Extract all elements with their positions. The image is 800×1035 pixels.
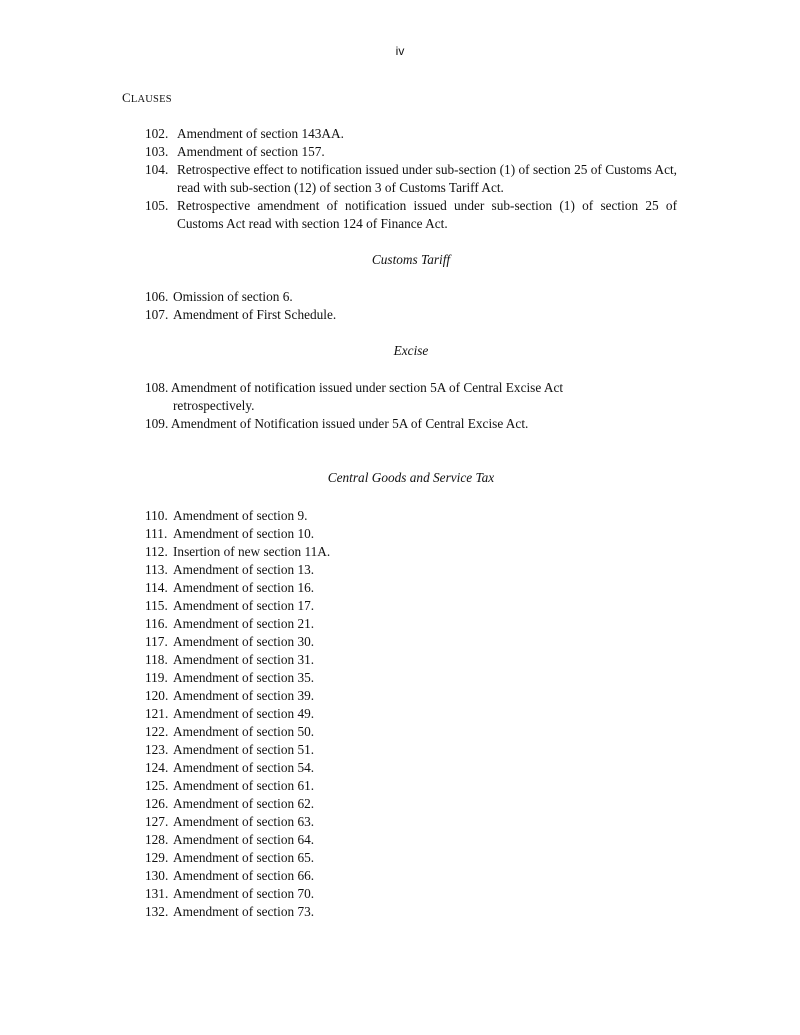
clause-text: Amendment of section 16.: [173, 580, 315, 595]
clause-number: 126.: [145, 796, 169, 811]
clause-number: 127.: [145, 814, 169, 829]
clause-item: [145, 795, 677, 813]
clause-text: Retrospective amendment of notification issued under sub-section (1) of section 25 of Customs Act read with section 124 of Finance Act.: [177, 198, 677, 231]
clause-text: Amendment of section 49.: [173, 706, 315, 721]
clause-text-continued: retrospectively.: [173, 398, 255, 413]
clause-item: [145, 759, 677, 777]
clause-list-general: [145, 125, 677, 233]
clause-number: 102.: [145, 126, 169, 141]
clause-text: Amendment of notification issued under section 5A of Central Excise Act: [170, 380, 564, 395]
clause-number: 109.: [145, 416, 169, 431]
clause-item: [145, 288, 677, 306]
page-number: iv: [395, 44, 405, 58]
clause-number: 116.: [145, 616, 168, 631]
clause-item: [145, 831, 677, 849]
clause-item: [145, 125, 677, 143]
clause-text: Amendment of section 61.: [173, 778, 315, 793]
clause-number: 119.: [145, 670, 168, 685]
clause-number: 104.: [145, 162, 169, 177]
clause-item: [145, 687, 677, 705]
clause-text: Insertion of new section 11A.: [173, 544, 331, 559]
clause-item: [145, 849, 677, 867]
clause-text: Amendment of section 21.: [173, 616, 315, 631]
section-title-cgst: Central Goods and Service Tax: [327, 470, 495, 485]
clause-number: 103.: [145, 144, 169, 159]
section-title-customs-tariff: Customs Tariff: [371, 252, 451, 267]
clause-number: 130.: [145, 868, 169, 883]
heading-initial: C: [122, 90, 131, 105]
clause-number: 125.: [145, 778, 169, 793]
clause-text: Amendment of section 50.: [173, 724, 315, 739]
clause-item: [145, 161, 677, 197]
clause-item: [145, 669, 677, 687]
clause-number: 113.: [145, 562, 168, 577]
clause-number: 110.: [145, 508, 168, 523]
clause-item: [145, 543, 677, 561]
clause-item: [145, 507, 677, 525]
clause-number: 117.: [145, 634, 168, 649]
clause-number: 105.: [145, 198, 169, 213]
clause-item: [145, 525, 677, 543]
clause-number: 118.: [145, 652, 168, 667]
clause-list-excise: [145, 379, 677, 433]
clause-item: [145, 633, 677, 651]
clause-item: [145, 597, 677, 615]
clause-item: [145, 379, 677, 415]
clause-item: [145, 615, 677, 633]
clause-item: [145, 579, 677, 597]
clause-number: 123.: [145, 742, 169, 757]
clause-text: Amendment of section 39.: [173, 688, 315, 703]
clauses-heading: [122, 90, 172, 106]
clause-number: 120.: [145, 688, 169, 703]
clause-number: 131.: [145, 886, 169, 901]
clause-number: 115.: [145, 598, 168, 613]
clause-text: Amendment of section 9.: [173, 508, 308, 523]
clause-text: Amendment of section 30.: [173, 634, 315, 649]
clause-text: Amendment of section 70.: [173, 886, 315, 901]
clause-text: Amendment of section 65.: [173, 850, 315, 865]
clause-item: [145, 306, 677, 324]
clause-text: Omission of section 6.: [173, 289, 293, 304]
clause-item: [145, 813, 677, 831]
clause-number: 128.: [145, 832, 169, 847]
clause-number: 114.: [145, 580, 168, 595]
clause-item: [145, 651, 677, 669]
clause-number: 111.: [145, 526, 168, 541]
clause-number: 129.: [145, 850, 169, 865]
clause-text: Amendment of section 62.: [173, 796, 315, 811]
clause-item: [145, 867, 677, 885]
clause-item: [145, 903, 677, 921]
clause-text: Amendment of section 64.: [173, 832, 315, 847]
clause-number: 132.: [145, 904, 169, 919]
clause-number: 121.: [145, 706, 169, 721]
clause-text: Amendment of section 157.: [177, 144, 325, 159]
clause-item: [145, 415, 677, 433]
clause-text: Amendment of section 17.: [173, 598, 315, 613]
clause-item: [145, 561, 677, 579]
clause-item: [145, 777, 677, 795]
heading-rest: LAUSES: [130, 94, 172, 105]
clause-item: [145, 885, 677, 903]
clause-text: Amendment of section 143AA.: [177, 126, 344, 141]
section-title-excise: Excise: [393, 343, 429, 358]
clause-item: [145, 723, 677, 741]
clause-text: Amendment of section 31.: [173, 652, 315, 667]
clause-number: 112.: [145, 544, 168, 559]
clause-item: [145, 705, 677, 723]
clause-text: Amendment of section 10.: [173, 526, 315, 541]
clause-text: Amendment of section 35.: [173, 670, 315, 685]
clause-text: Amendment of section 51.: [173, 742, 315, 757]
clause-item: [145, 741, 677, 759]
clause-text: Amendment of section 73.: [173, 904, 315, 919]
clause-text: Retrospective effect to notification issued under sub-section (1) of section 25 of Customs Act, read with sub-section (12) of section 3 of Customs Tariff Act.: [177, 162, 677, 195]
clause-text: Amendment of section 13.: [173, 562, 315, 577]
clause-text: Amendment of section 63.: [173, 814, 315, 829]
clause-item: [145, 197, 677, 233]
clause-number: 106.: [145, 289, 169, 304]
clause-list-cgst: [145, 507, 677, 921]
clause-number: 124.: [145, 760, 169, 775]
clause-number: 108.: [145, 380, 169, 395]
clause-text: Amendment of Notification issued under 5A of Central Excise Act.: [170, 416, 529, 431]
clause-item: [145, 143, 677, 161]
clause-number: 107.: [145, 307, 169, 322]
clause-list-customs-tariff: [145, 288, 677, 324]
clause-text: Amendment of First Schedule.: [173, 307, 337, 322]
clause-text: Amendment of section 54.: [173, 760, 315, 775]
clause-text: Amendment of section 66.: [173, 868, 315, 883]
clause-number: 122.: [145, 724, 169, 739]
